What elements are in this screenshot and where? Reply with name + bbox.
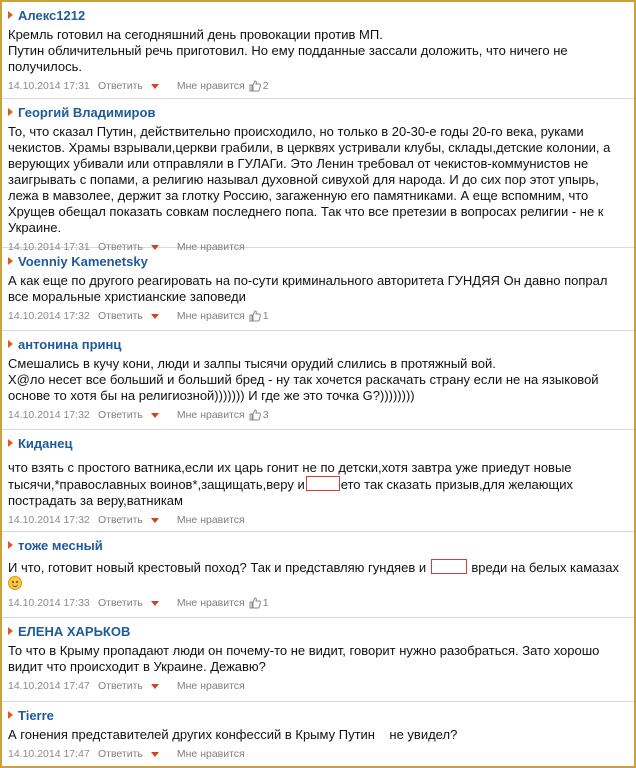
comment-item bbox=[2, 248, 634, 331]
comment-meta bbox=[6, 511, 630, 529]
comment-date: 14.10.2014 17:32 bbox=[8, 514, 90, 526]
comment-date: 14.10.2014 17:47 bbox=[8, 680, 90, 692]
comment-meta bbox=[6, 307, 630, 325]
arrow-icon bbox=[8, 11, 13, 19]
like-button[interactable]: Мне нравится bbox=[176, 80, 245, 92]
comment-item bbox=[2, 99, 634, 253]
comment-header bbox=[6, 536, 630, 554]
arrow-icon bbox=[8, 627, 13, 635]
comment-item bbox=[2, 702, 634, 768]
comment-header bbox=[6, 335, 630, 353]
thumbs-up-icon[interactable] bbox=[249, 80, 261, 92]
reply-button[interactable]: Ответить bbox=[98, 680, 143, 692]
like-button[interactable]: Мне нравится bbox=[176, 680, 245, 692]
reply-button[interactable]: Ответить bbox=[98, 310, 143, 322]
like-count: 1 bbox=[262, 310, 269, 322]
comment-meta bbox=[6, 406, 630, 424]
comment-date: 14.10.2014 17:31 bbox=[8, 241, 90, 253]
comment-meta bbox=[6, 745, 630, 763]
caret-down-icon[interactable] bbox=[151, 84, 159, 89]
comment-text-part: И что, готовит новый крестовый поход? Так и представляю гундяев и bbox=[8, 560, 427, 575]
comment-item bbox=[2, 430, 634, 532]
comment-text: Смешались в кучу кони, люди и залпы тысячи орудий слились в протяжный вой. Х@ло несет все больший и больший бред - ну так хочется раскачать страну если не на языковой основе то хотя бы на религиозной))))))) И где же это точка G?)))))))) bbox=[8, 356, 599, 403]
comment-text-part: ето так сказать призыв,для желающих пострадать за веру,ватникам bbox=[8, 477, 573, 508]
comment-author[interactable]: ЕЛЕНА ХАРЬКОВ bbox=[18, 623, 131, 639]
arrow-icon bbox=[8, 108, 13, 116]
comment-item bbox=[2, 2, 634, 99]
comment-text: Кремль готовил на сегодняшний день провокации против МП. Путин обличительный речь приготовил. Но ему подданные засcали доложить, что ничего не получилось. bbox=[8, 27, 568, 74]
arrow-icon bbox=[8, 257, 13, 265]
comment-header bbox=[6, 706, 630, 724]
comment-author[interactable]: Киданец bbox=[18, 435, 73, 451]
reply-button[interactable]: Ответить bbox=[98, 241, 143, 253]
thumbs-up-icon[interactable] bbox=[249, 409, 261, 421]
redaction-box bbox=[306, 476, 340, 491]
caret-down-icon[interactable] bbox=[151, 518, 159, 523]
like-button[interactable]: Мне нравится bbox=[176, 310, 245, 322]
comment-text-part: вреди на белых камазах bbox=[471, 560, 619, 575]
thumbs-up-icon[interactable] bbox=[249, 597, 261, 609]
comment-author[interactable]: антонина принц bbox=[18, 336, 122, 352]
like-button[interactable]: Мне нравится bbox=[176, 597, 245, 609]
comment-item bbox=[2, 532, 634, 618]
comment-meta bbox=[6, 594, 630, 612]
like-count: 2 bbox=[262, 80, 269, 92]
comment-header bbox=[6, 252, 630, 270]
comment-date: 14.10.2014 17:47 bbox=[8, 748, 90, 760]
comment-author[interactable]: тоже месный bbox=[18, 537, 103, 553]
comment-author[interactable]: Алекс1212 bbox=[18, 7, 86, 23]
thumbs-up-icon[interactable] bbox=[249, 310, 261, 322]
smiley-icon bbox=[8, 576, 22, 590]
comment-date: 14.10.2014 17:33 bbox=[8, 597, 90, 609]
comment-item bbox=[2, 618, 634, 702]
comment-meta bbox=[6, 77, 630, 95]
like-count: 1 bbox=[262, 597, 269, 609]
arrow-icon bbox=[8, 541, 13, 549]
arrow-icon bbox=[8, 711, 13, 719]
comment-text bbox=[8, 460, 630, 509]
caret-down-icon[interactable] bbox=[151, 413, 159, 418]
reply-button[interactable]: Ответить bbox=[98, 409, 143, 421]
comment-text-part: что взять с простого ватника,если их царь гонит не по детски,хотя завтра уже приедут новые тысячи,*православных воинов*,защищать,веру и bbox=[8, 460, 572, 492]
comment-header bbox=[6, 622, 630, 640]
comment-author[interactable]: Георгий Владимиров bbox=[18, 104, 156, 120]
comment-text: То что в Крыму пропадают люди он почему-то не видит, говорит нужно разобраться. Зато хорошо видит что происходит в Украине. Дежавю? bbox=[8, 643, 600, 674]
comment-author[interactable]: Voenniy Kamenetsky bbox=[18, 253, 148, 269]
comment-text bbox=[8, 559, 630, 592]
comment-item bbox=[2, 331, 634, 430]
comment-date: 14.10.2014 17:31 bbox=[8, 80, 90, 92]
comment-date: 14.10.2014 17:32 bbox=[8, 409, 90, 421]
comment-date: 14.10.2014 17:32 bbox=[8, 310, 90, 322]
redaction-box bbox=[431, 559, 467, 574]
comment-meta bbox=[6, 677, 630, 695]
arrow-icon bbox=[8, 439, 13, 447]
reply-button[interactable]: Ответить bbox=[98, 514, 143, 526]
reply-button[interactable]: Ответить bbox=[98, 597, 143, 609]
caret-down-icon[interactable] bbox=[151, 752, 159, 757]
comment-header bbox=[6, 434, 630, 452]
comment-header bbox=[6, 103, 630, 121]
reply-button[interactable]: Ответить bbox=[98, 748, 143, 760]
comment-text: А как еще по другого реагировать на по-сути криминального авторитета ГУНДЯЯ Он давно попрал все моральные христианские заповеди bbox=[8, 273, 608, 304]
comment-header bbox=[6, 6, 630, 24]
like-count: 3 bbox=[262, 409, 269, 421]
like-button[interactable]: Мне нравится bbox=[176, 748, 245, 760]
reply-button[interactable]: Ответить bbox=[98, 80, 143, 92]
like-button[interactable]: Мне нравится bbox=[176, 514, 245, 526]
caret-down-icon[interactable] bbox=[151, 314, 159, 319]
like-button[interactable]: Мне нравится bbox=[176, 241, 245, 253]
comment-author[interactable]: Tierre bbox=[18, 707, 54, 723]
arrow-icon bbox=[8, 340, 13, 348]
like-button[interactable]: Мне нравится bbox=[176, 409, 245, 421]
caret-down-icon[interactable] bbox=[151, 684, 159, 689]
caret-down-icon[interactable] bbox=[151, 601, 159, 606]
comment-text: То, что сказал Путин, действительно происходило, но только в 20-30-е годы 20-го века, руками чекистов. Храмы взрывали,церкви грабили, в церквях устривали клубы, склады,детские колонии, а верующих убивали или отправляли в ГУЛАГи. Это Ленин требовал от чекистов-коммунистов не заигрывать с попами, а религию называл духовной сивухой для народа. И до сих пор этот упырь, лежа в мавзолее, держит за глотку Россию, загаженную его памятниками. А еще вспомним, что Хрущев обещал показать совкам последнего попа. Так что все претезии в вопросах религии - не к Украине. bbox=[8, 124, 611, 235]
comment-text: А гонения представителей других конфессий в Крыму Путин не увидел? bbox=[8, 727, 458, 742]
